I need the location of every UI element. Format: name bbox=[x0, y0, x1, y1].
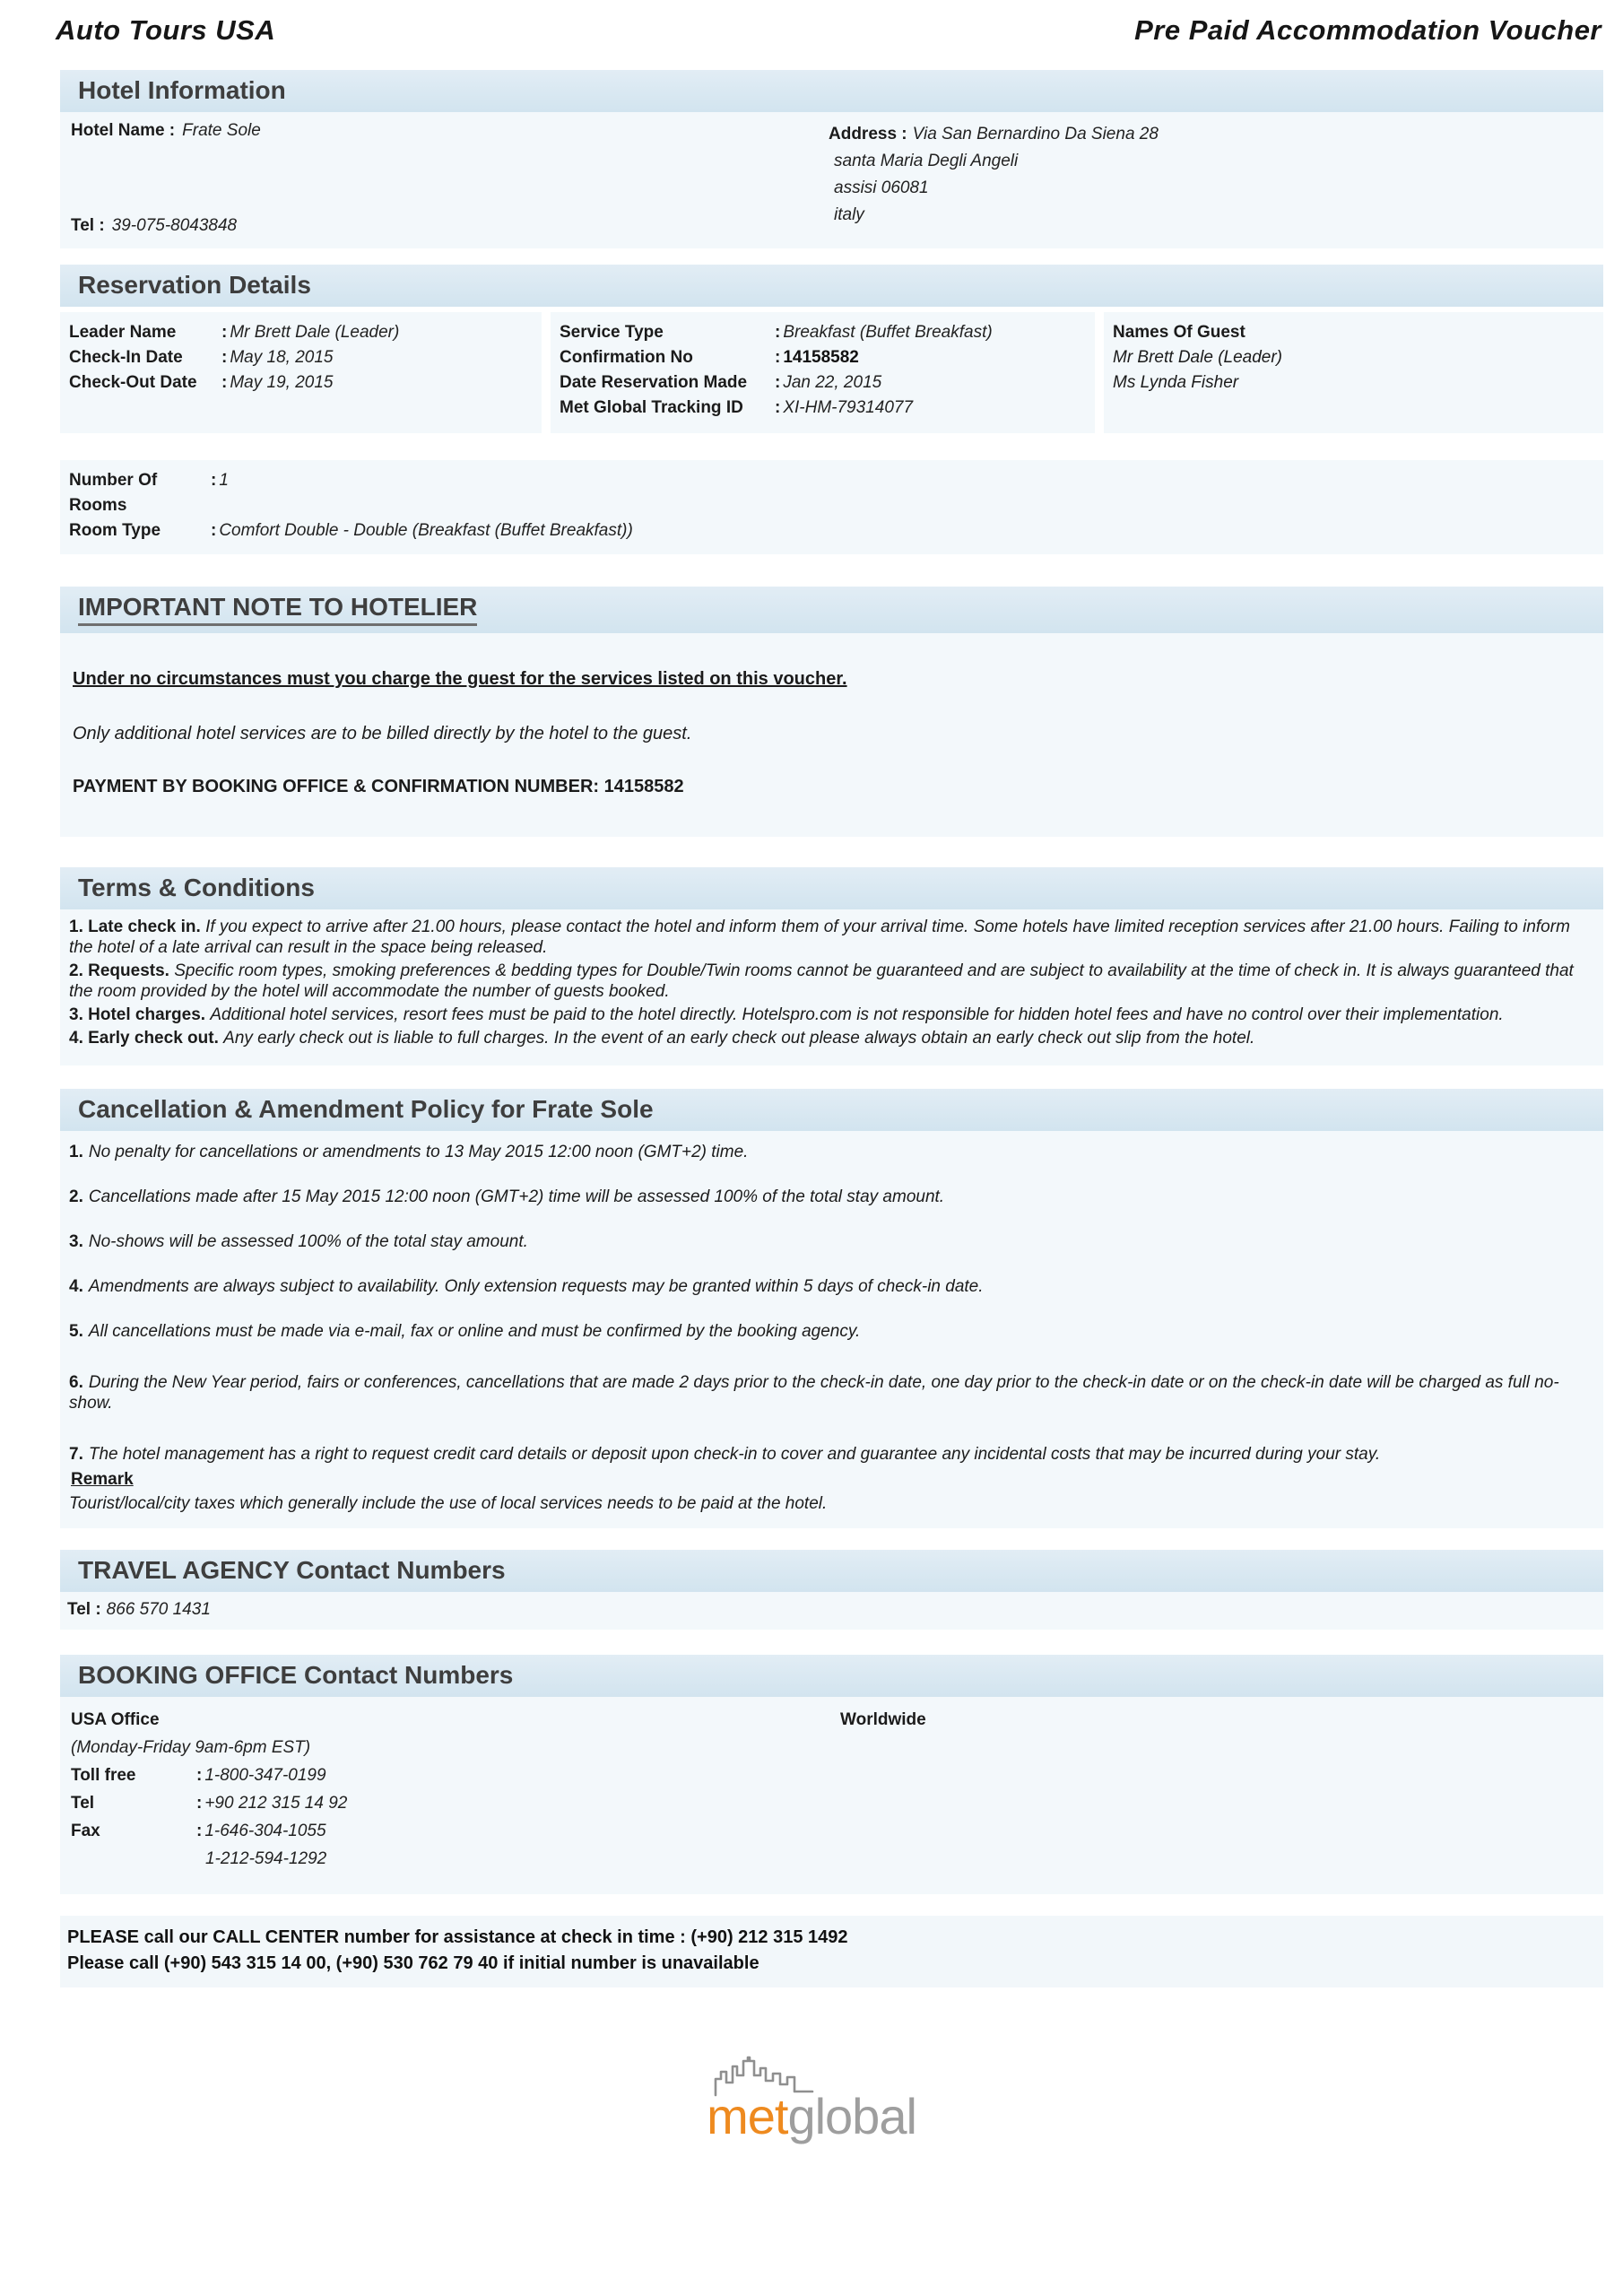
row-value: : 1-646-304-1055 bbox=[196, 1822, 326, 1840]
colon-separator: : bbox=[221, 373, 228, 392]
colon-separator: : bbox=[196, 1822, 203, 1840]
table-row bbox=[69, 468, 1603, 518]
row-label: Date Reservation Made bbox=[560, 373, 748, 392]
row-label: Met Global Tracking ID bbox=[560, 398, 743, 417]
table-row bbox=[560, 396, 1095, 421]
hotel-address-block bbox=[829, 121, 1594, 236]
document-header bbox=[0, 0, 1623, 47]
hotel-name-label: Hotel Name : bbox=[71, 121, 176, 140]
row-value: : +90 212 315 14 92 bbox=[196, 1794, 348, 1813]
row-value: : XI-HM-79314077 bbox=[775, 398, 914, 417]
row-label: Service Type bbox=[560, 323, 664, 342]
important-note-header bbox=[60, 587, 1603, 633]
cancellation-body bbox=[60, 1131, 1603, 1528]
row-value: : Breakfast (Buffet Breakfast) bbox=[775, 323, 993, 342]
call-center-band bbox=[60, 1916, 1603, 1987]
row-label: Leader Name bbox=[69, 323, 177, 342]
term-item: 1. Late check in. If you expect to arrive after 21.00 hours, please contact the hotel and inform them of your arrival time. Some hotels have limited reception services after 21.00 hours. Failing to inform the hotel of a late arrival can result in the space being released. bbox=[69, 918, 1570, 957]
colon-separator: : bbox=[775, 323, 781, 342]
important-note-section bbox=[60, 587, 1603, 837]
row-label: Room Type bbox=[69, 521, 161, 540]
row-label: Number Of Rooms bbox=[69, 471, 158, 515]
colon-separator: : bbox=[775, 398, 781, 417]
footer-line-1: PLEASE call our CALL CENTER number for assistance at check in time : (+90) 212 315 1492 bbox=[67, 1927, 848, 1947]
usa-office-block bbox=[71, 1706, 840, 1873]
hotel-name-block bbox=[71, 121, 829, 236]
reservation-columns bbox=[60, 312, 1603, 433]
hotel-information-section bbox=[60, 70, 1603, 248]
row-value: : Mr Brett Dale (Leader) bbox=[221, 323, 400, 342]
cancellation-item: 3. No-shows will be assessed 100% of the total stay amount. bbox=[69, 1232, 528, 1251]
reservation-column-guests bbox=[1104, 312, 1603, 433]
payment-text: PAYMENT BY BOOKING OFFICE & CONFIRMATION NUMBER: 14158582 bbox=[73, 777, 684, 796]
extra-fax-number: 1-212-594-1292 bbox=[205, 1849, 327, 1868]
hotel-tel-value: 39-075-8043848 bbox=[111, 216, 238, 235]
reservation-details-header: Reservation Details bbox=[60, 265, 1603, 307]
colon-separator: : bbox=[196, 1794, 203, 1813]
travel-agency-body bbox=[60, 1592, 1603, 1630]
term-item: 4. Early check out. Any early check out is liable to full charges. In the event of an early check out please always obtain an early check out slip from the hotel. bbox=[69, 1029, 1255, 1048]
cancellation-item: 5. All cancellations must be made via e-mail, fax or online and must be confirmed by the booking agency. bbox=[69, 1322, 861, 1341]
metglobal-logo-text bbox=[707, 2088, 916, 2144]
reservation-column-booking bbox=[551, 312, 1095, 433]
hotel-name-value: Frate Sole bbox=[182, 121, 261, 140]
footer-line-2: Please call (+90) 543 315 14 00, (+90) 530 762 79 40 if initial number is unavailable bbox=[67, 1953, 759, 1973]
row-value: : May 18, 2015 bbox=[221, 348, 334, 367]
worldwide-label: Worldwide bbox=[840, 1710, 926, 1729]
important-note-title: IMPORTANT NOTE TO HOTELIER bbox=[78, 593, 477, 626]
hotel-tel-row bbox=[71, 216, 829, 236]
row-value: : 1-800-347-0199 bbox=[196, 1766, 326, 1785]
colon-separator: : bbox=[211, 521, 217, 540]
cancellation-item: 1. No penalty for cancellations or amendments to 13 May 2015 12:00 noon (GMT+2) time. bbox=[69, 1143, 749, 1161]
row-label: Toll free bbox=[71, 1766, 136, 1785]
terms-body bbox=[60, 909, 1603, 1065]
table-row bbox=[560, 320, 1095, 345]
logo-global-text: global bbox=[787, 2088, 916, 2144]
table-row bbox=[71, 1817, 840, 1845]
confirmation-number: 14158582 bbox=[783, 348, 859, 367]
logo-met-text: met bbox=[707, 2088, 788, 2144]
table-row bbox=[560, 345, 1095, 370]
travel-tel-label: Tel : bbox=[67, 1600, 101, 1619]
hotel-address-row bbox=[829, 121, 1594, 148]
hotel-information-body bbox=[60, 112, 1603, 248]
terms-header: Terms & Conditions bbox=[60, 867, 1603, 909]
booking-office-header: BOOKING OFFICE Contact Numbers bbox=[60, 1655, 1603, 1697]
table-row bbox=[69, 320, 542, 345]
table-row bbox=[69, 518, 1603, 544]
remark-label: Remark bbox=[71, 1470, 134, 1489]
travel-tel-value: 866 570 1431 bbox=[106, 1600, 211, 1619]
colon-separator: : bbox=[221, 348, 228, 367]
hotel-address-line: santa Maria Degli Angeli bbox=[834, 152, 1019, 170]
hotel-information-header: Hotel Information bbox=[60, 70, 1603, 112]
row-label: Check-In Date bbox=[69, 348, 183, 367]
worldwide-block bbox=[840, 1706, 1603, 1873]
hotel-address-label: Address : bbox=[829, 125, 907, 144]
reservation-details-section bbox=[60, 265, 1603, 554]
row-value: : 1 bbox=[211, 471, 229, 490]
hotel-address-line: Via San Bernardino Da Siena 28 bbox=[912, 125, 1159, 144]
row-value: : May 19, 2015 bbox=[221, 373, 334, 392]
cancellation-item: 7. The hotel management has a right to request credit card details or deposit upon check-in to cover and guarantee any incidental costs that may be incurred during your stay. bbox=[69, 1445, 1381, 1464]
note-text: Only additional hotel services are to be billed directly by the hotel to the guest. bbox=[73, 724, 692, 744]
important-note-body bbox=[60, 633, 1603, 837]
hotel-tel-label: Tel : bbox=[71, 216, 105, 235]
brand-title: Auto Tours USA bbox=[56, 14, 276, 46]
guest-name: Mr Brett Dale (Leader) bbox=[1113, 348, 1283, 367]
row-label: Fax bbox=[71, 1822, 100, 1840]
guest-name: Ms Lynda Fisher bbox=[1113, 373, 1239, 392]
guests-header: Names Of Guest bbox=[1113, 323, 1245, 342]
booking-office-section bbox=[60, 1655, 1603, 1894]
row-label: Tel bbox=[71, 1794, 95, 1813]
hotel-address-line: italy bbox=[834, 205, 864, 224]
document-title: Pre Paid Accommodation Voucher bbox=[1134, 14, 1601, 46]
remark-text: Tourist/local/city taxes which generally include the use of local services needs to be paid at the hotel. bbox=[69, 1494, 828, 1513]
term-item: 2. Requests. Specific room types, smoking preferences & bedding types for Double/Twin rooms cannot be guaranteed and are subject to availability at the time of check in. It is always guaranteed that the room provided by the hotel will accommodate the number of guests booked. bbox=[69, 961, 1574, 1001]
terms-section bbox=[60, 867, 1603, 1065]
booking-office-body bbox=[60, 1697, 1603, 1894]
usa-office-label: USA Office bbox=[71, 1710, 160, 1729]
cancellation-section bbox=[60, 1089, 1603, 1528]
row-value bbox=[775, 345, 1095, 370]
table-row bbox=[69, 345, 542, 370]
row-value: : Comfort Double - Double (Breakfast (Buffet Breakfast)) bbox=[211, 521, 633, 540]
term-item: 3. Hotel charges. Additional hotel services, resort fees must be paid to the hotel directly. Hotelspro.com is not responsible for hidden hotel fees and have no control over their implementation. bbox=[69, 1005, 1504, 1024]
colon-separator: : bbox=[196, 1766, 203, 1785]
hotel-name-row bbox=[71, 121, 829, 141]
hotel-address-line: assisi 06081 bbox=[834, 178, 929, 197]
row-label: Check-Out Date bbox=[69, 373, 197, 392]
travel-agency-section bbox=[60, 1550, 1603, 1630]
office-hours: (Monday-Friday 9am-6pm EST) bbox=[71, 1738, 311, 1757]
reservation-column-dates bbox=[60, 312, 542, 433]
metglobal-logo bbox=[0, 2052, 1623, 2142]
colon-separator: : bbox=[775, 373, 781, 392]
cancellation-header: Cancellation & Amendment Policy for Frate Sole bbox=[60, 1089, 1603, 1131]
warning-text: Under no circumstances must you charge the guest for the services listed on this voucher. bbox=[73, 669, 847, 689]
table-row bbox=[69, 370, 542, 396]
rooms-block bbox=[60, 460, 1603, 554]
cancellation-item: 2. Cancellations made after 15 May 2015 12:00 noon (GMT+2) time will be assessed 100% of the total stay amount. bbox=[69, 1187, 945, 1206]
colon-separator: : bbox=[775, 348, 781, 367]
row-value: : Jan 22, 2015 bbox=[775, 373, 882, 392]
table-row bbox=[71, 1789, 840, 1817]
table-row bbox=[71, 1761, 840, 1789]
colon-separator: : bbox=[221, 323, 228, 342]
colon-separator: : bbox=[211, 471, 217, 490]
cancellation-item: 6. During the New Year period, fairs or conferences, cancellations that are made 2 days prior to the check-in date, one day prior to the check-in date or on the check-in date will be charged as full no-show. bbox=[69, 1373, 1559, 1413]
travel-agency-header: TRAVEL AGENCY Contact Numbers bbox=[60, 1550, 1603, 1592]
table-row bbox=[560, 370, 1095, 396]
cancellation-item: 4. Amendments are always subject to availability. Only extension requests may be granted within 5 days of check-in date. bbox=[69, 1277, 984, 1296]
row-label: Confirmation No bbox=[560, 348, 693, 367]
